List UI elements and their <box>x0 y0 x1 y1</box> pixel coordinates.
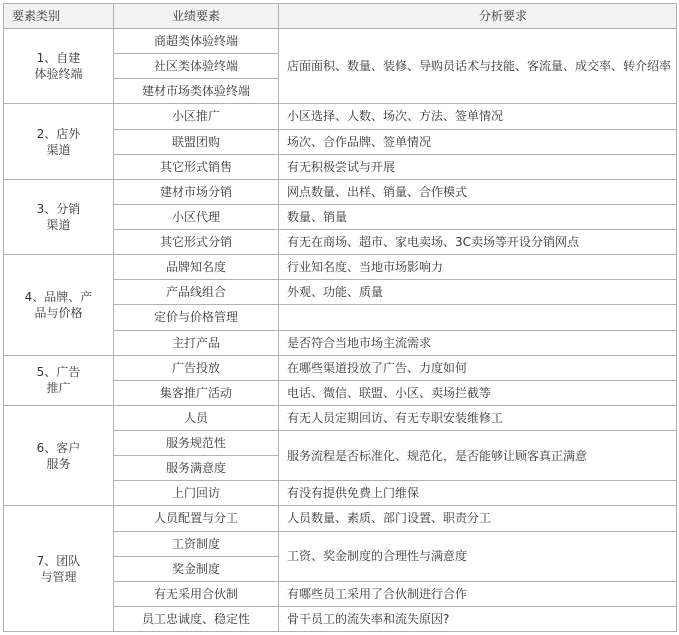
analysis-cell: 有无在商场、超市、家电卖场、3C卖场等开设分销网点 <box>279 230 677 255</box>
analysis-cell: 有没有提供免费上门维保 <box>279 481 677 506</box>
category-label-line: 1、自建 <box>36 51 81 66</box>
category-cell <box>4 405 114 506</box>
category-label-line: 4、品牌、产 <box>24 289 93 304</box>
category-label-line: 渠道 <box>46 142 71 157</box>
element-cell: 服务规范性 <box>114 431 279 456</box>
category-label-line: 2、店外 <box>36 126 81 141</box>
table-row <box>4 255 677 280</box>
table-row <box>4 104 677 129</box>
header-category: 要素类别 <box>4 4 114 29</box>
element-cell: 人员 <box>114 405 279 430</box>
element-cell: 服务满意度 <box>114 456 279 481</box>
table-row <box>4 29 677 54</box>
element-cell: 建材市场类体验终端 <box>114 79 279 104</box>
analysis-cell: 工资、奖金制度的合理性与满意度 <box>279 531 677 581</box>
element-cell: 员工忠诚度、稳定性 <box>114 606 279 631</box>
category-label-line: 推广 <box>46 381 71 396</box>
element-cell: 主打产品 <box>114 330 279 355</box>
analysis-cell: 有无人员定期回访、有无专职安装维修工 <box>279 405 677 430</box>
category-label-line: 5、广告 <box>36 365 81 380</box>
element-cell: 工资制度 <box>114 531 279 556</box>
analysis-cell: 有哪些员工采用了合伙制进行合作 <box>279 581 677 606</box>
element-cell: 其它形式销售 <box>114 154 279 179</box>
table-row <box>4 355 677 380</box>
analysis-cell: 行业知名度、当地市场影响力 <box>279 255 677 280</box>
element-cell: 商超类体验终端 <box>114 29 279 54</box>
analysis-cell: 小区选择、人数、场次、方法、签单情况 <box>279 104 677 129</box>
analysis-cell: 在哪些渠道投放了广告、力度如何 <box>279 355 677 380</box>
category-label-line: 7、团队 <box>36 553 81 568</box>
element-cell: 建材市场分销 <box>114 179 279 204</box>
element-cell: 广告投放 <box>114 355 279 380</box>
element-cell: 产品线组合 <box>114 280 279 305</box>
element-cell: 奖金制度 <box>114 556 279 581</box>
analysis-cell: 外观、功能、质量 <box>279 280 677 305</box>
element-cell: 上门回访 <box>114 481 279 506</box>
analysis-cell: 网点数量、出样、销量、合作模式 <box>279 179 677 204</box>
analysis-cell: 服务流程是否标准化、规范化，是否能够让顾客真正满意 <box>279 431 677 481</box>
performance-elements-table <box>3 3 677 632</box>
category-label-line: 体验终端 <box>34 67 83 82</box>
category-label-line: 3、分销 <box>36 201 81 216</box>
element-cell: 有无采用合伙制 <box>114 581 279 606</box>
category-cell <box>4 355 114 405</box>
analysis-cell: 有无积极尝试与开展 <box>279 154 677 179</box>
category-cell <box>4 179 114 254</box>
element-cell: 小区推广 <box>114 104 279 129</box>
element-cell: 小区代理 <box>114 204 279 229</box>
category-label-line: 渠道 <box>46 217 71 232</box>
element-cell: 集客推广活动 <box>114 380 279 405</box>
analysis-cell <box>279 305 677 330</box>
element-cell: 品牌知名度 <box>114 255 279 280</box>
table-row <box>4 405 677 430</box>
table-row <box>4 179 677 204</box>
element-cell: 社区类体验终端 <box>114 54 279 79</box>
category-cell <box>4 506 114 632</box>
element-cell: 人员配置与分工 <box>114 506 279 531</box>
analysis-cell: 是否符合当地市场主流需求 <box>279 330 677 355</box>
header-element: 业绩要素 <box>114 4 279 29</box>
analysis-cell: 店面面积、数量、装修、导购员话术与技能、客流量、成交率、转介绍率 <box>279 29 677 104</box>
category-label-line: 与管理 <box>40 569 77 584</box>
category-label-line: 服务 <box>46 456 71 471</box>
header-analysis: 分析要求 <box>279 4 677 29</box>
analysis-cell: 人员数量、素质、部门设置、职责分工 <box>279 506 677 531</box>
table-header-row <box>4 4 677 29</box>
category-cell <box>4 104 114 179</box>
category-cell <box>4 255 114 356</box>
analysis-cell: 场次、合作品牌、签单情况 <box>279 129 677 154</box>
category-label-line: 品与价格 <box>34 305 83 320</box>
table-row <box>4 506 677 531</box>
analysis-cell: 电话、微信、联盟、小区、卖场拦截等 <box>279 380 677 405</box>
element-cell: 其它形式分销 <box>114 230 279 255</box>
element-cell: 定价与价格管理 <box>114 305 279 330</box>
analysis-cell: 数量、销量 <box>279 204 677 229</box>
analysis-cell: 骨干员工的流失率和流失原因? <box>279 606 677 631</box>
category-cell <box>4 29 114 104</box>
element-cell: 联盟团购 <box>114 129 279 154</box>
category-label-line: 6、客户 <box>36 440 81 455</box>
